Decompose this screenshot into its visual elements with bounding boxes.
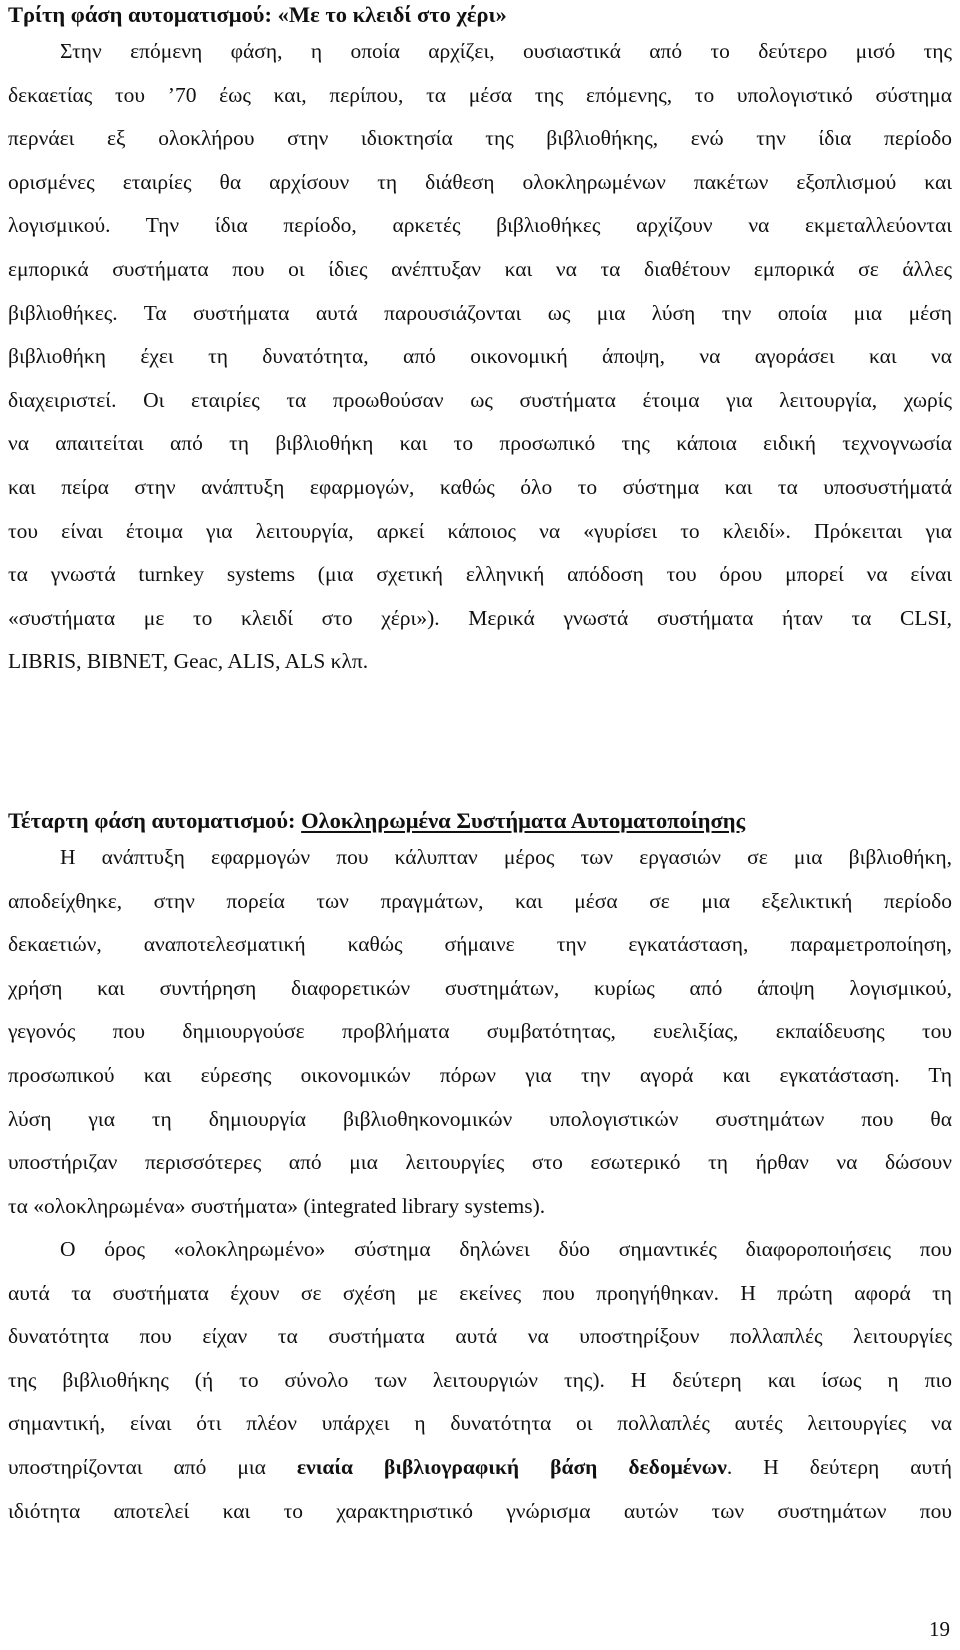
text-line: σημαντική, είναι ότι πλέον υπάρχει η δυνατότητα οι πολλαπλές αυτές λειτουργίες να xyxy=(8,1411,952,1436)
section4-heading-title: Ολοκληρωμένα Συστήματα Αυτοματοποίησης xyxy=(301,808,746,833)
text-line: χρήση και συντήρηση διαφορετικών συστημάτων, κυρίως από άποψη λογισμικού, xyxy=(8,975,952,1000)
text-line: βιβλιοθήκη έχει τη δυνατότητα, από οικονομική άποψη, να αγοράσει και να xyxy=(8,344,952,369)
text-line: λύση για τη δημιουργία βιβλιοθηκονομικών υπολογιστικών συστημάτων που θα xyxy=(8,1106,952,1131)
text-line: και πείρα στην ανάπτυξη εφαρμογών, καθώς όλο το σύστημα και τα υποσυστήματά xyxy=(8,474,952,499)
text-line: δεκαετίας του ’70 έως και, περίπου, τα μέσα της επόμενης, το υπολογιστικό σύστημα xyxy=(8,82,952,107)
text-line: γεγονός που δημιουργούσε προβλήματα συμβατότητας, ευελιξίας, εκπαίδευσης του xyxy=(8,1019,952,1044)
section3-paragraph xyxy=(8,30,952,684)
page-number: 19 xyxy=(929,1617,950,1641)
text-line: διαχειριστεί. Οι εταιρίες τα προωθούσαν ως συστήματα έτοιμα για λειτουργία, χωρίς xyxy=(8,387,952,412)
text-line: τα γνωστά turnkey systems (μια σχετική ελληνική απόδοση του όρου μπορεί να είναι xyxy=(8,562,952,587)
bold-phrase: ενιαία βιβλιογραφική βάση δεδομένων xyxy=(296,1454,727,1479)
text-line: δεκαετιών, αναποτελεσματική καθώς σήμαινε την εγκατάσταση, παραμετροποίηση, xyxy=(8,932,952,957)
text-line: αυτά τα συστήματα έχουν σε σχέση με εκείνες που προηγήθηκαν. Η πρώτη αφορά τη xyxy=(8,1280,952,1305)
text-line: δυνατότητα που είχαν τα συστήματα αυτά να υποστηρίξουν πολλαπλές λειτουργίες xyxy=(8,1324,952,1349)
section4-heading-label: Τέταρτη φάση αυτοματισμού: xyxy=(8,808,302,833)
text-line: Η ανάπτυξη εφαρμογών που κάλυπταν μέρος των εργασιών σε μια βιβλιοθήκη, xyxy=(60,845,952,869)
section3-heading: Τρίτη φάση αυτοματισμού: «Με το κλειδί στο χέρι» xyxy=(8,2,507,27)
text-line: βιβλιοθήκες. Τα συστήματα αυτά παρουσιάζονται ως μια λύση την οποία μια μέση xyxy=(8,300,952,325)
text-line: εμπορικά συστήματα που οι ίδιες ανέπτυξαν και να τα διαθέτουν εμπορικά σε άλλες xyxy=(8,256,952,281)
section4-paragraph-2 xyxy=(8,1228,952,1533)
text-line: υποστήριζαν περισσότερες από μια λειτουργίες στο εσωτερικό τη ήρθαν να δώσουν xyxy=(8,1150,952,1175)
text-line: ιδιότητα αποτελεί και το χαρακτηριστικό γνώρισμα αυτών των συστημάτων που xyxy=(8,1498,952,1523)
text-line: του είναι έτοιμα για λειτουργία, αρκεί κάποιος να «γυρίσει το κλειδί». Πρόκειται για xyxy=(8,518,952,543)
text-line: Στην επόμενη φάση, η οποία αρχίζει, ουσιαστικά από το δεύτερο μισό της xyxy=(60,39,952,63)
text-line: προσωπικού και εύρεσης οικονομικών πόρων για την αγορά και εγκατάσταση. Τη xyxy=(8,1062,952,1087)
text-line: της βιβλιοθήκης (ή το σύνολο των λειτουργιών της). Η δεύτερη και ίσως η πιο xyxy=(8,1367,952,1392)
text-line: LIBRIS, BIBNET, Geac, ALIS, ALS κλπ. xyxy=(8,649,369,674)
text-line: «συστήματα με το κλειδί στο χέρι»). Μερικά γνωστά συστήματα ήταν τα CLSI, xyxy=(8,605,952,630)
text-line: υποστηρίζονται από μια ενιαία βιβλιογραφική βάση δεδομένων. Η δεύτερη αυτή xyxy=(8,1454,952,1479)
text-line: να απαιτείται από τη βιβλιοθήκη και το προσωπικό της κάποια ειδική τεχνογνωσία xyxy=(8,431,952,456)
section4-paragraph-1 xyxy=(8,836,952,1228)
text-line: λογισμικού. Την ίδια περίοδο, αρκετές βιβλιοθήκες αρχίζουν να εκμεταλλεύονται xyxy=(8,213,952,238)
text-line: ορισμένες εταιρίες θα αρχίσουν τη διάθεση ολοκληρωμένων πακέτων εξοπλισμού και xyxy=(8,169,952,194)
text-line: αποδείχθηκε, στην πορεία των πραγμάτων, και μέσα σε μια εξελικτική περίοδο xyxy=(8,888,952,913)
text-line: τα «ολοκληρωμένα» συστήματα» (integrated library systems). xyxy=(8,1193,546,1218)
text-line: περνάει εξ ολοκλήρου στην ιδιοκτησία της βιβλιοθήκης, ενώ την ίδια περίοδο xyxy=(8,126,952,151)
section4-heading xyxy=(8,806,952,836)
text-line: Ο όρος «ολοκληρωμένο» σύστημα δηλώνει δύο σημαντικές διαφοροποιήσεις που xyxy=(60,1237,952,1261)
